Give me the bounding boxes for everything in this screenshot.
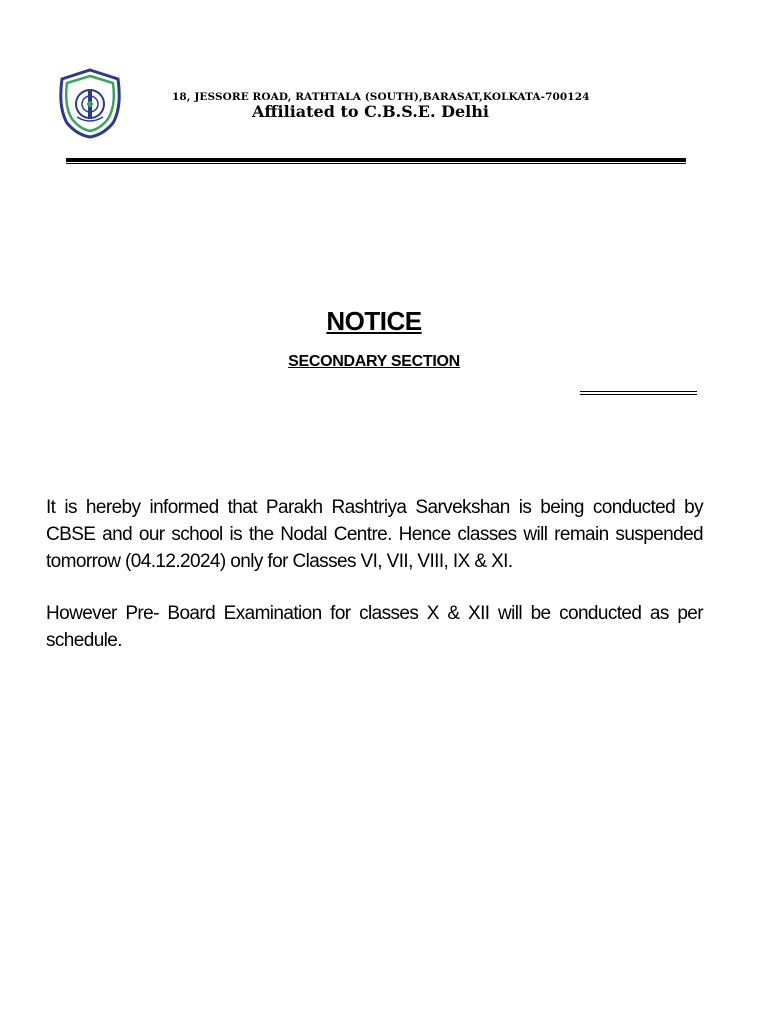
school-crest-icon [55,67,125,139]
header-divider [66,158,686,162]
school-address: 18, JESSORE ROAD, RATHTALA (SOUTH),BARASAT,KOLKATA-700124 [172,91,590,103]
school-logo [55,67,125,139]
date-blank-line-underline [580,394,697,395]
notice-paragraph: However Pre- Board Examination for classes X & XII will be conducted as per schedule. [46,603,703,651]
section-title: SECONDARY SECTION [288,353,460,370]
notice-paragraph: It is hereby informed that Parakh Rashtriya Sarvekshan is being conducted by CBSE and our school is the Nodal Centre. Hence classes will remain suspended tomorrow (04.12.2024) only for Classes VI, VII, VIII, IX & XI. [46,497,703,572]
affiliation-text: Affiliated to C.B.S.E. Delhi [252,102,489,121]
date-blank-line [580,391,697,392]
notice-title: NOTICE [326,306,422,336]
header-divider-shadow [66,163,686,164]
